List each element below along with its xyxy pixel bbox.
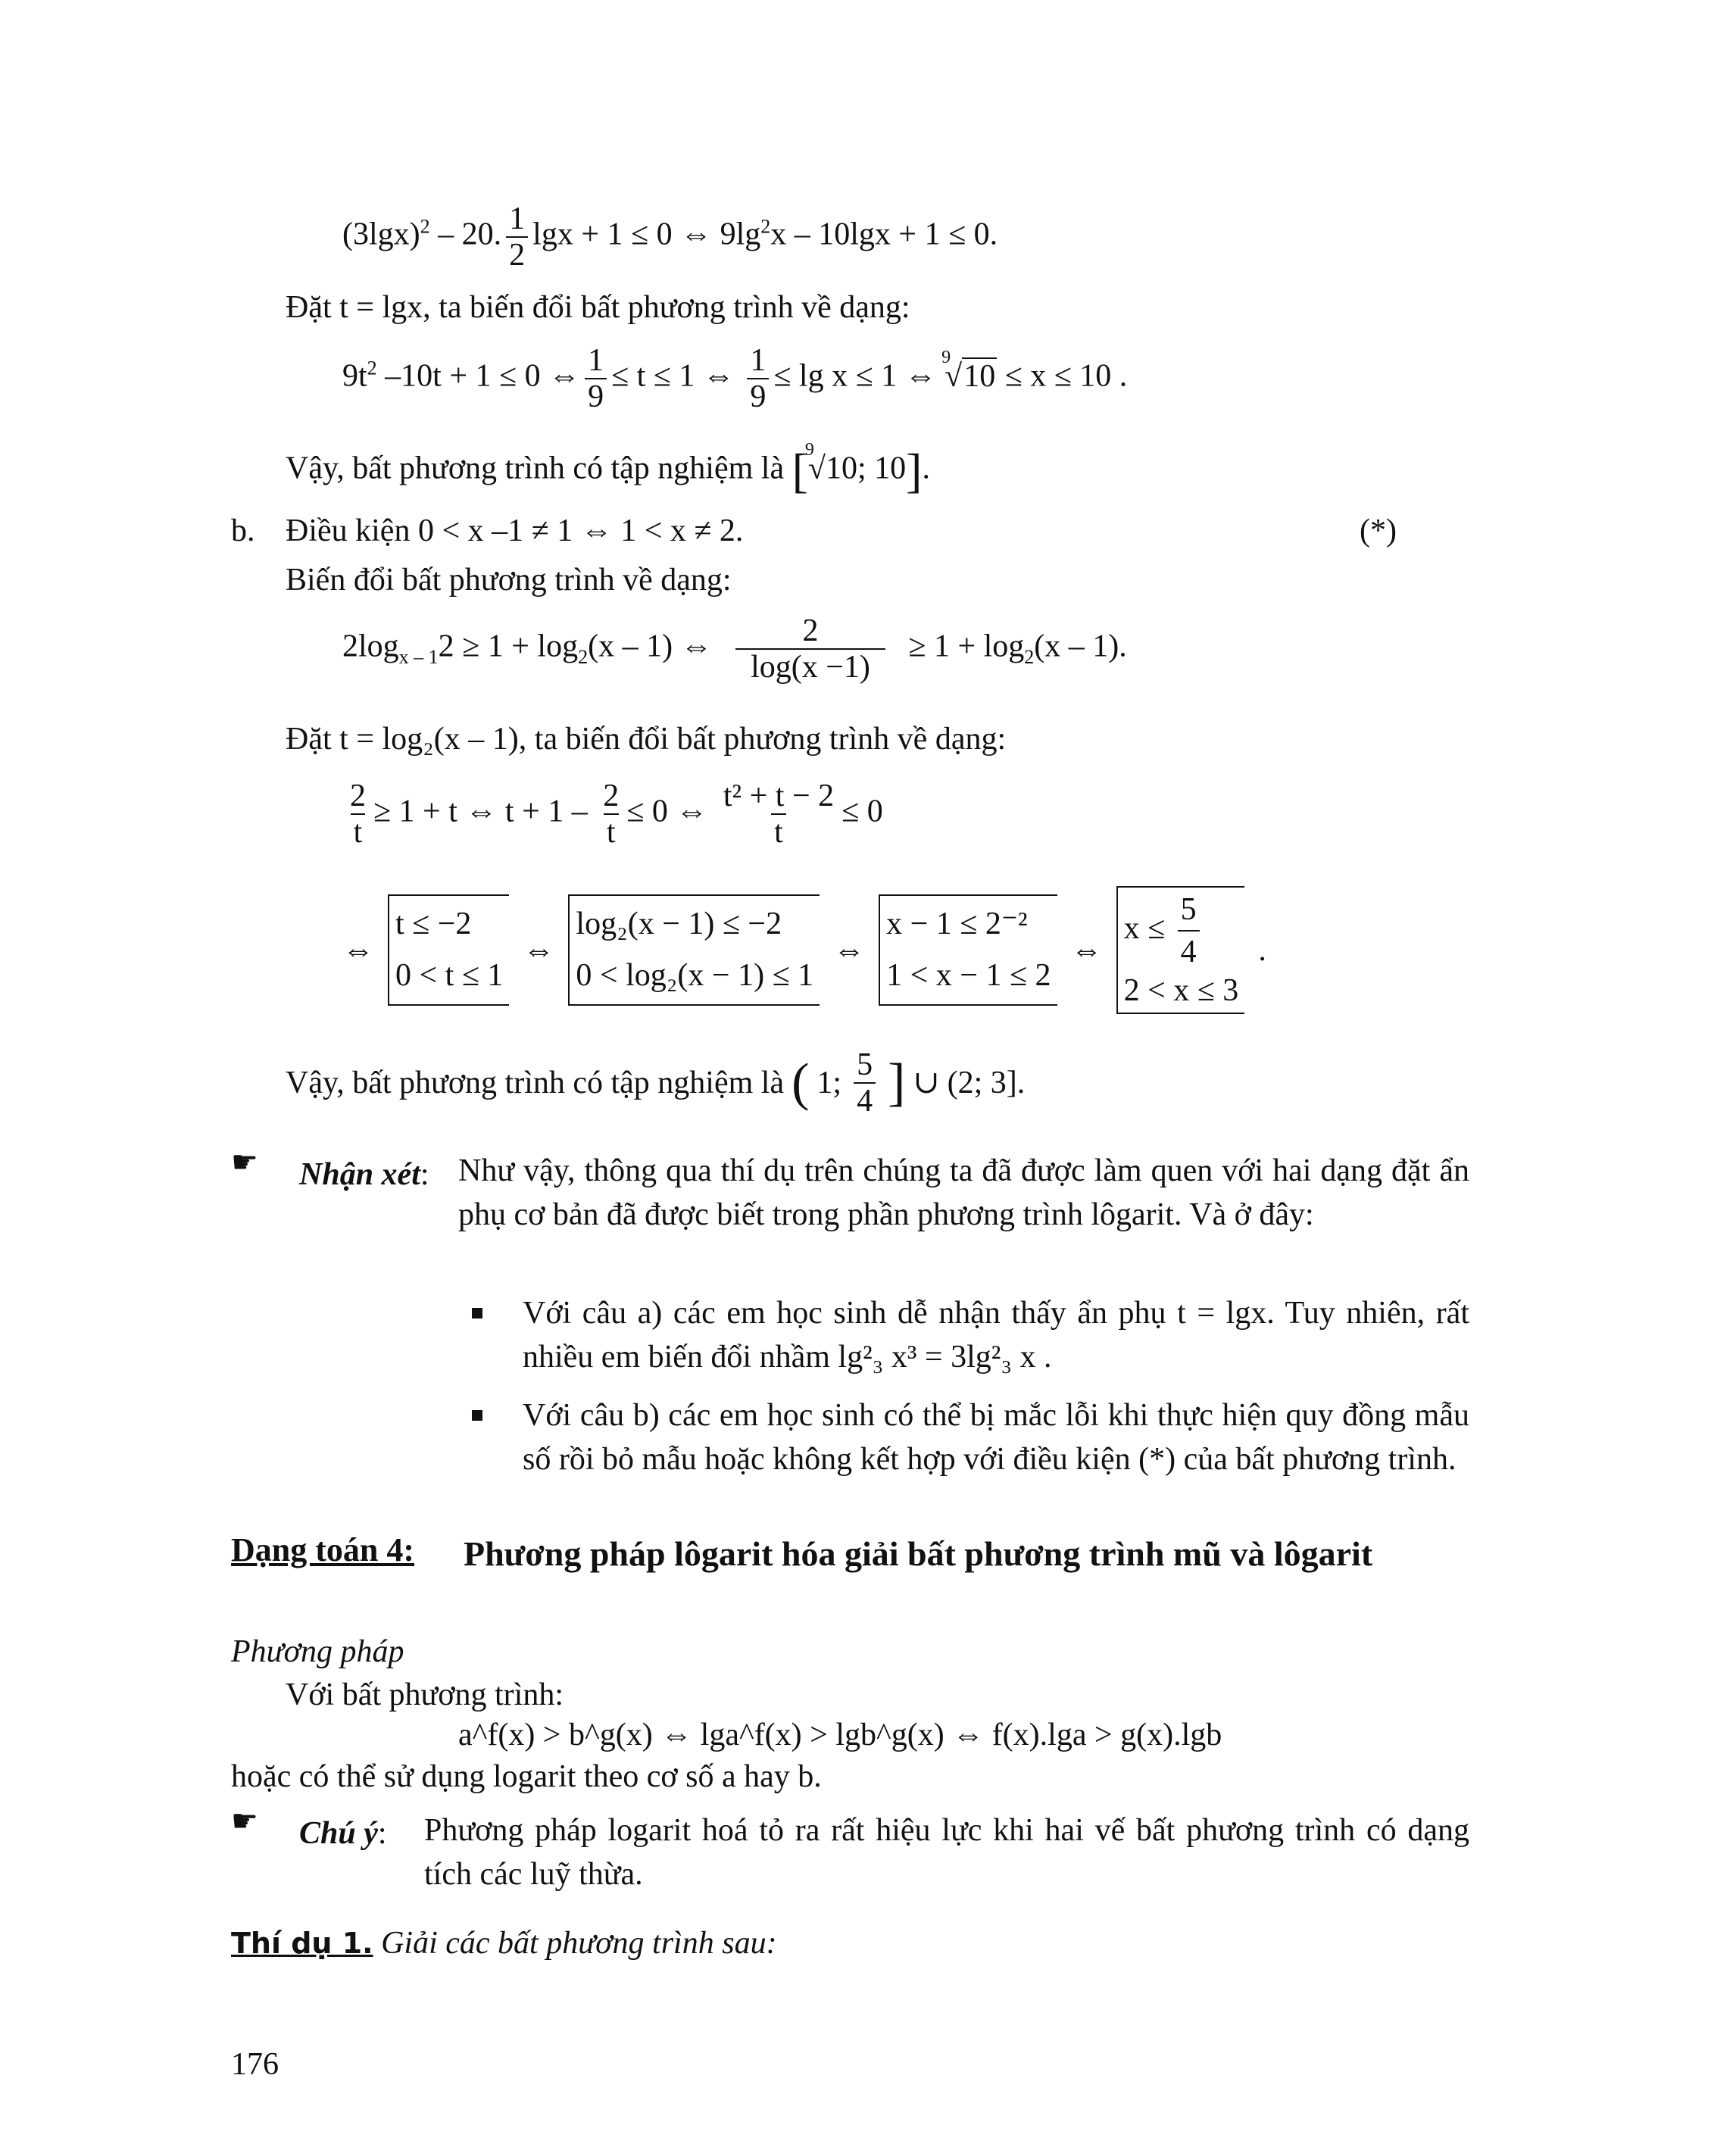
method-or: hoặc có thể sử dụng logarit theo cơ số a hay b. xyxy=(231,1759,822,1794)
system-1: t ≤ −2 0 < t ≤ 1 xyxy=(388,894,509,1005)
system-2: log₂(x − 1) ≤ −2 0 < log₂(x − 1) ≤ 1 xyxy=(568,894,820,1005)
remark-bullet-2: Với câu b) các em học sinh có thể bị mắc lỗi khi thực hiện quy đồng mẫu số rồi bỏ mẫu hoặc không kết hợp với điều kiện (*) của bất phương trình. xyxy=(523,1398,1469,1477)
example-line: Thí dụ 1. Giải các bất phương trình sau: xyxy=(231,1926,777,1961)
part-b-label: b. xyxy=(231,513,255,548)
section-label: Dạng toán 4: xyxy=(231,1531,415,1568)
line-dat-t: Đặt t = lgx, ta biến đổi bất phương trình về dạng: xyxy=(286,290,910,325)
pointing-hand-icon: ☛ xyxy=(231,1145,258,1180)
frac-quadratic: $\frac{\text{t² + t − 2}}{t}$ xyxy=(723,779,835,850)
frac-2-t-a: $\frac{2}{t}$ xyxy=(350,779,366,850)
pointing-hand-icon-2: ☛ xyxy=(231,1804,258,1839)
right-bracket: ] xyxy=(906,444,923,498)
section-title: Phương pháp lôgarit hóa giải bất phương trình mũ và lôgarit xyxy=(464,1534,1373,1573)
system-4: x ≤ $\frac{5}{4}$ 2 < x ≤ 3 xyxy=(1116,886,1245,1014)
set-t-line: Đặt t = log₂(x – 1), ta biến đổi bất phương trình về dạng: xyxy=(286,722,1007,757)
root-10: 9 √10 xyxy=(941,347,996,394)
frac-1-2: $\frac{1}{2}$ xyxy=(506,203,528,271)
sup-2c: 2 xyxy=(367,357,377,379)
remark-title: Nhận xét: xyxy=(299,1157,429,1192)
solution-set-a: Vậy, bất phương trình có tập nghiệm là [ 9 √10; 10]. xyxy=(286,439,930,498)
star-mark: (*) xyxy=(1360,513,1397,548)
eq-b-1: $2\log_{x - 1}2 \ge 1 + \log_2(x - 1)$ ⇔ $\frac{2}{\log(x -1)}$ ≥ $1 + \log_2(x - 1)$. xyxy=(342,613,1127,685)
frac-2-log: $\frac{2}{\log(x -1)}$ xyxy=(735,615,885,683)
remark-bullet-1: Với câu a) các em học sinh dễ nhận thấy ẩn phụ t = lgx. Tuy nhiên, rất nhiều em biến đổi nhầm lg²₃ x³ = 3lg²₃ x . xyxy=(523,1296,1469,1375)
sup-2b: 2 xyxy=(760,215,771,238)
note-title: Chú ý: xyxy=(299,1816,387,1851)
method-intro: Với bất phương trình: xyxy=(286,1677,564,1712)
bullet-2 xyxy=(472,1410,482,1421)
eq-line-1: $(3\lg x)^2 - 20$. $\frac{1}{2}$ lgx + 1 ≤ 0 ⇔ $9\lg^2x - 10\lg x + 1 \le 0$. xyxy=(342,201,998,273)
eq-b-2: $\frac{2}{t}$ ≥ 1 + t ⇔ t + 1 – $\frac{2}{t}$ ≤ 0 ⇔ $\frac{\text{t² + t − 2}}{t}$ ≤ 0 xyxy=(342,780,883,848)
eq-line-3: $9t^2$ –10t + 1 ≤ 0 ⇔ $\frac{1}{9}$ ≤ t ≤ 1 ⇔ $\frac{1}{9}$ ≤ lg x ≤ 1 ⇔ 9 √10 ≤ x ≤ 10 . xyxy=(342,343,1128,414)
transform-line: Biến đổi bất phương trình về dạng: xyxy=(286,563,732,598)
method-formula: a^f(x) > b^g(x) ⇔ lga^f(x) > lgb^g(x) ⇔ f(x).lga > g(x).lgb xyxy=(458,1718,1222,1752)
systems-row: ⇔ t ≤ −2 0 < t ≤ 1 ⇔ log₂(x − 1) ≤ −2 0 < log₂(x − 1) ≤ 1 ⇔ x − 1 ≤ 2⁻² 1 < x − 1 ≤ 2 ⇔ x ≤ $\frac{5}{4}$ 2 < x ≤ 3 . xyxy=(342,886,1266,1014)
note-text: Phương pháp logarit hoá tỏ ra rất hiệu lực khi hai vế bất phương trình có dạng tích các luỹ thừa. xyxy=(424,1813,1469,1892)
frac-2-t-b: $\frac{2}{t}$ xyxy=(603,779,620,850)
solution-set-b: Vậy, bất phương trình có tập nghiệm là ( 1; $\frac{5}{4}$ ] ∪ (2; 3]. xyxy=(286,1047,1026,1119)
system-3: x − 1 ≤ 2⁻² 1 < x − 1 ≤ 2 xyxy=(879,894,1057,1005)
frac-1-9b: $\frac{1}{9}$ xyxy=(747,345,769,413)
sup-2: 2 xyxy=(420,215,430,238)
page-number: 176 xyxy=(231,2047,279,2082)
bullet-1 xyxy=(472,1308,482,1318)
frac-1-9a: $\frac{1}{9}$ xyxy=(585,345,607,413)
left-bracket: [ xyxy=(792,444,808,498)
remark-text: Như vậy, thông qua thí dụ trên chúng ta đã được làm quen với hai dạng đặt ẩn phụ cơ bản đã được biết trong phần phương trình lôgarit. Và ở đây: xyxy=(458,1153,1469,1232)
part-b-condition: Điều kiện 0 < x –1 ≠ 1 ⇔ 1 < x ≠ 2. xyxy=(286,513,744,548)
method-heading: Phương pháp xyxy=(231,1634,404,1669)
